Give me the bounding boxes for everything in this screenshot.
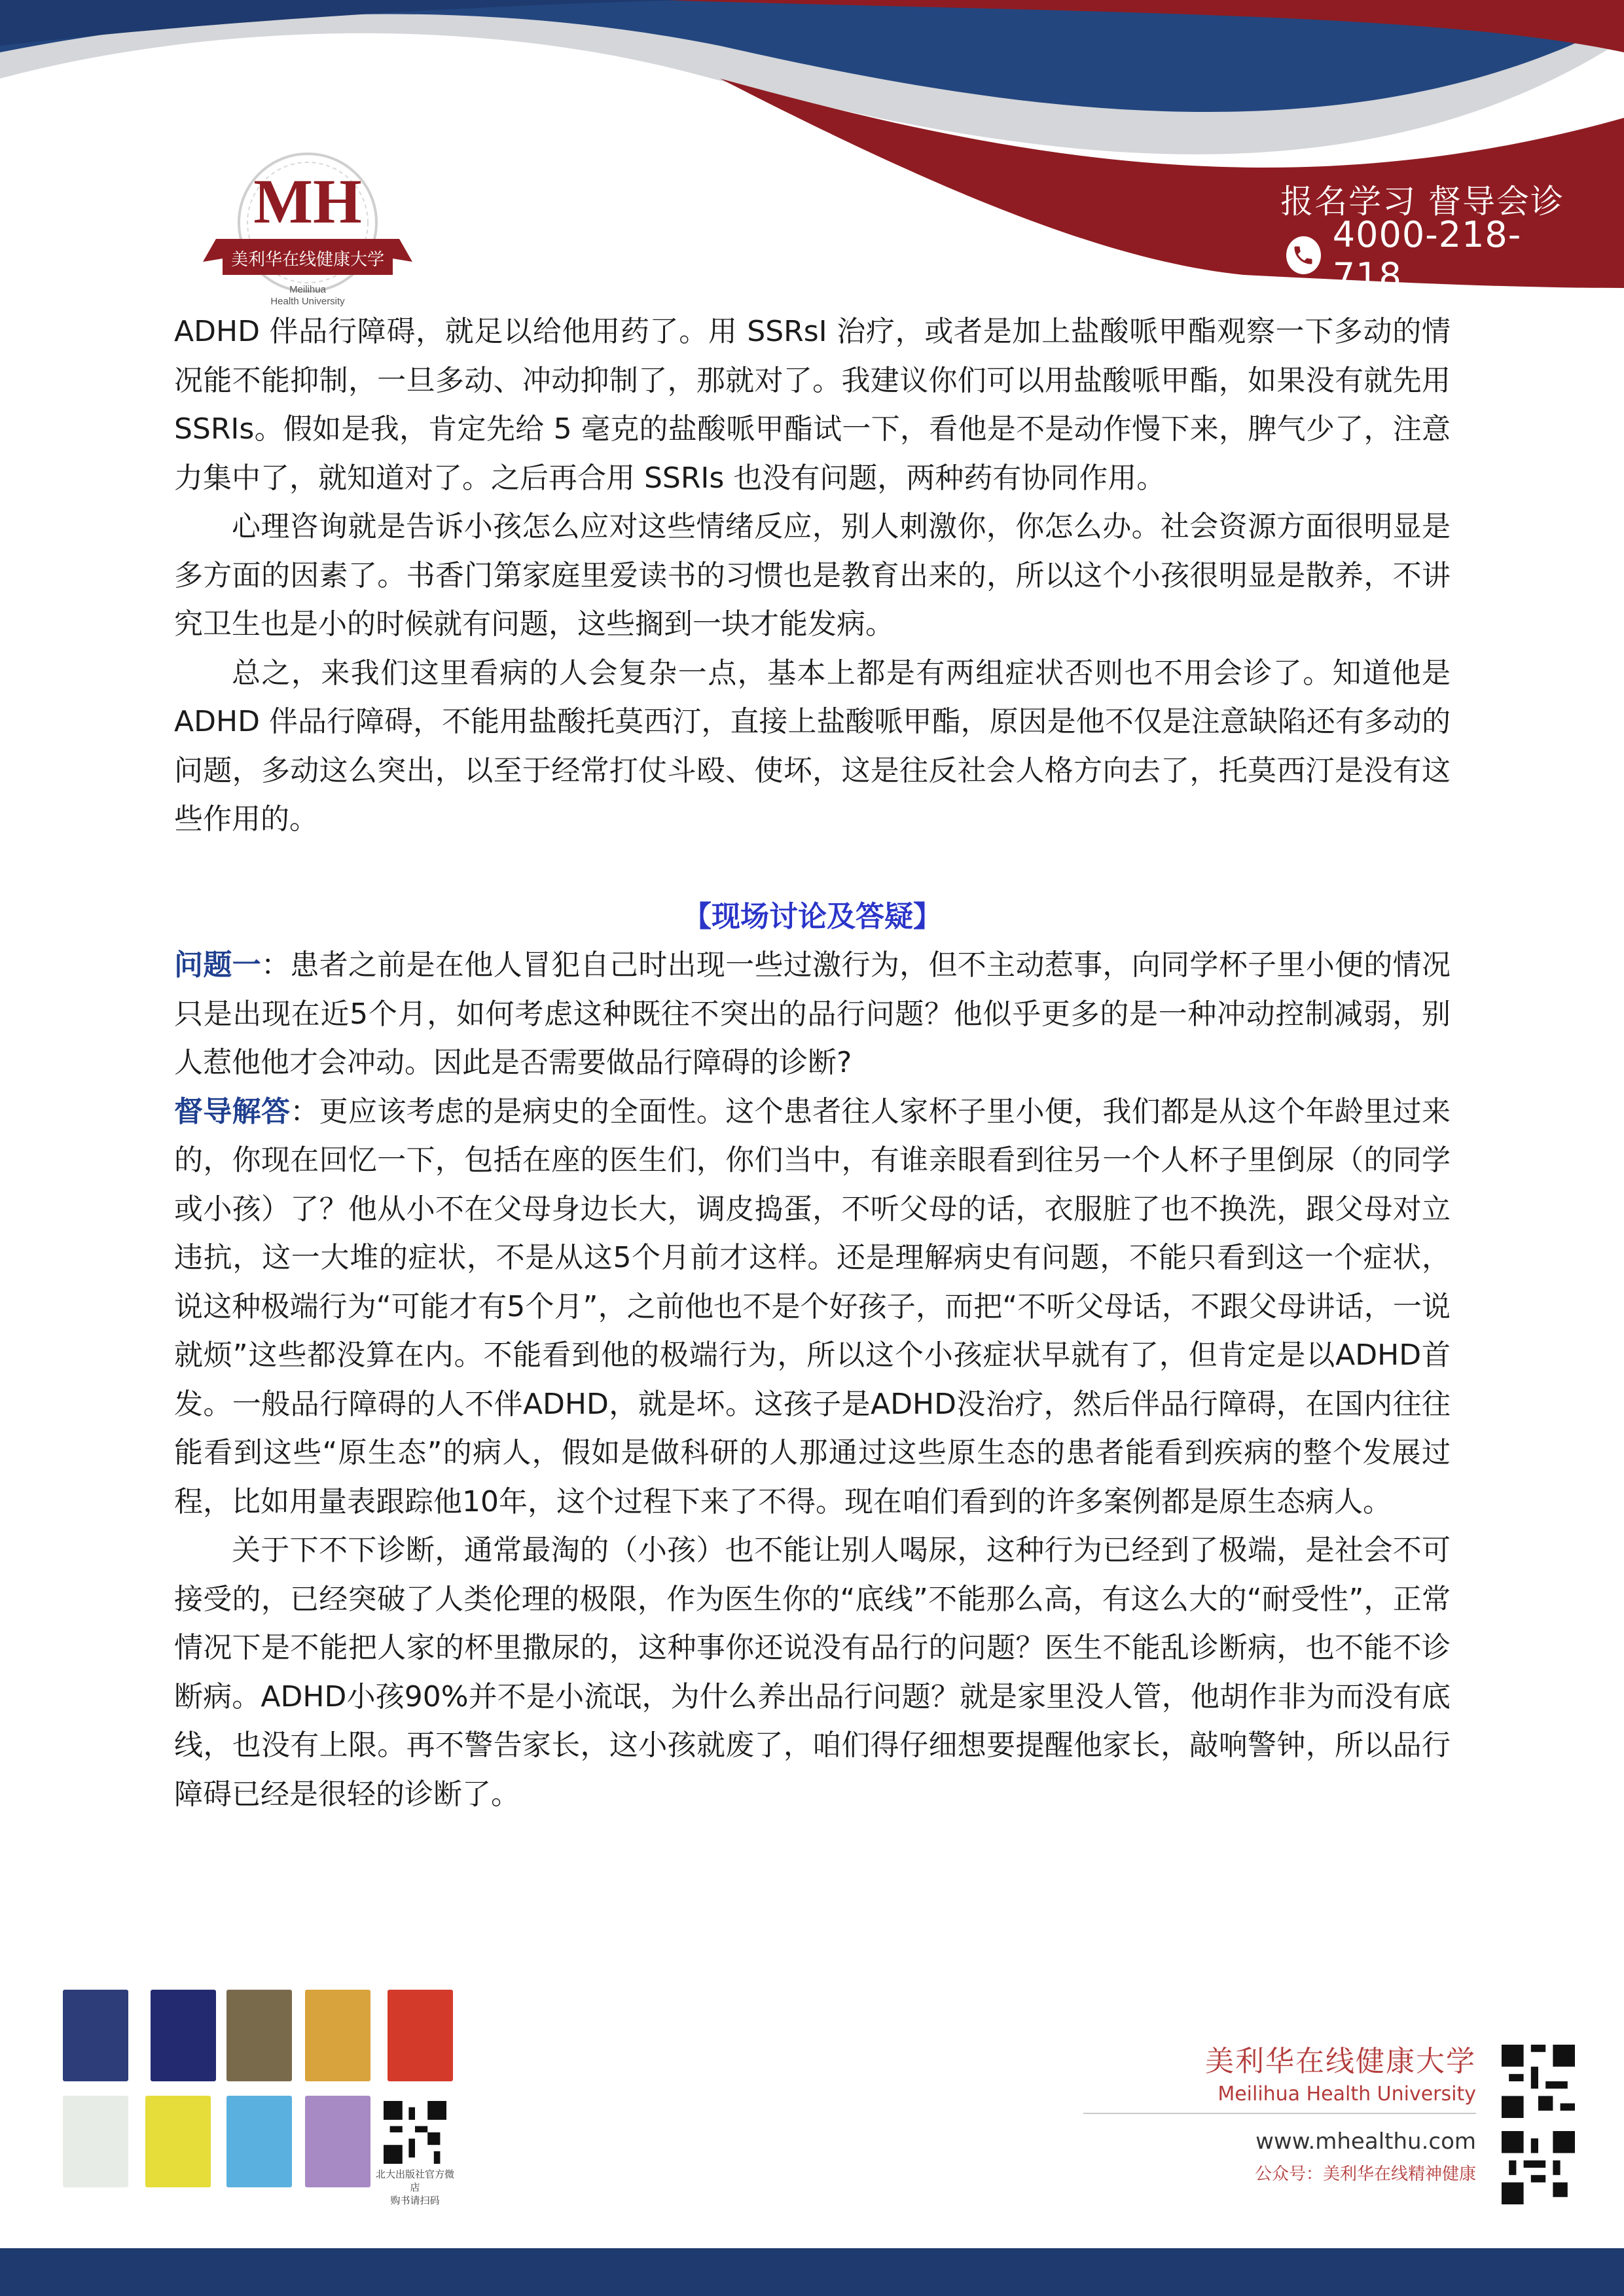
paragraph-4: 关于下不下诊断，通常最淘的（小孩）也不能让别人喝尿，这种行为已经到了极端，是社会不可接受的，已经突破了人类伦理的极限，作为医生你的“底线”不能那么高，有这么大的“耐受性”，正常情况下是不能把人家的杯里撒尿的，这种事你还说没有品行的问题？医生不能乱诊断病，也不能不诊断病。ADHD小孩90%并不是小流氓，为什么养出品行问题？就是家里没人管，他胡作非为而没有底线，也没有上限。再不警告家长，这小孩就废了，咱们得仔细想要提醒他家长，敲响警钟，所以品行障碍已经是很轻的诊断了。 — [174, 1534, 1451, 1811]
logo-en-text-2: Health University — [270, 296, 345, 307]
paragraph-2: 心理咨询就是告诉小孩怎么应对这些情绪反应，别人刺激你，你怎么办。社会资源方面很明显是多方面的因素了。书香门第家庭里爱读书的习惯也是教育出来的，所以这个小孩很明显是散养，不讲究卫生也是小的时候就有问题，这些搁到一块才能发病。 — [174, 510, 1451, 641]
qr-caption-line-2: 购书请扫码 — [390, 2195, 440, 2206]
book-cover — [226, 2096, 292, 2187]
qr-caption — [376, 2168, 454, 2207]
header-tagline: 报名学习 督导会诊 — [1280, 183, 1564, 221]
phone-icon — [1286, 236, 1321, 274]
book-covers — [63, 1990, 469, 2206]
qr-code-icon — [1502, 2045, 1575, 2118]
book-cover — [63, 2096, 128, 2187]
book-cover — [305, 2096, 370, 2187]
paragraph-1: ADHD 伴品行障碍，就足以给他用药了。用 SSRsI 治疗，或者是加上盐酸哌甲酯观察一下多动的情况能不能抑制，一旦多动、冲动抑制了，那就对了。我建议你们可以用盐酸哌甲酯，如果没有就先用 SSRIs。假如是我，肯定先给 5 毫克的盐酸哌甲酯试一下，看他是不是动作慢下来，脾气少了，注意力集中了，就知道对了。之后再合用 SSRIs 也没有问题，两种药有协同作用。 — [174, 315, 1451, 495]
qr-code-icon — [1502, 2131, 1575, 2204]
qr-caption-line-1: 北大出版社官方微店 — [376, 2168, 455, 2193]
website-link[interactable]: www.mhealthu.com — [1255, 2128, 1476, 2155]
answer-text: ：更应该考虑的是病史的全面性。这个患者往人家杯子里小便，我们都是从这个年龄里过来的，你现在回忆一下，包括在座的医生们，你们当中，有谁亲眼看到往另一个人杯子里倒尿（的同学或小孩）了？他从小不在父母身边长大，调皮捣蛋，不听父母的话，衣服脏了也不换洗，跟父母对立违抗，这一大堆的症状，不是从这5个月前才这样。还是理解病史有问题，不能只看到这一个症状，说这种极端行为“可能才有5个月”，之前他也不是个好孩子，而把“不听父母话，不跟父母讲话，一说就烦”这些都没算在内。不能看到他的极端行为，所以这个小孩症状早就有了，但肯定是以ADHD首发。一般品行障碍的人不伴ADHD，就是坏。这孩子是ADHD没治疗，然后伴品行障碍，在国内往往能看到这些“原生态”的病人，假如是做科研的人那通过这些原生态的患者能看到疾病的整个发展过程，比如用量表跟踪他10年，这个过程下来了不得。现在咱们看到的许多案例都是原生态病人。 — [174, 1094, 1451, 1518]
wechat-account: 公众号：美利华在线精神健康 — [1254, 2164, 1476, 2184]
section-title: 【现场讨论及答疑】 — [683, 899, 942, 933]
spacer — [174, 844, 1451, 893]
logo-cn-text: 美利华在线健康大学 — [230, 250, 385, 270]
mh-logo — [196, 147, 419, 314]
paragraph-3: 总之，来我们这里看病的人会复杂一点，基本上都是有两组症状否则也不用会诊了。知道他是 ADHD 伴品行障碍，不能用盐酸托莫西汀，直接上盐酸哌甲酯，原因是他不仅是注意缺陷还有多动的问题，多动这么突出，以至于经常打仗斗殴、使坏，这是往反社会人格方向去了，托莫西汀是没有这些作用的。 — [174, 656, 1451, 836]
question-1 — [174, 941, 1451, 1088]
book-cover — [388, 1990, 453, 2081]
book-cover — [226, 1990, 292, 2081]
header-phone — [1286, 214, 1568, 296]
book-cover — [151, 1990, 216, 2081]
footer-bar — [0, 2248, 1624, 2296]
logo-letters: MH — [253, 166, 362, 236]
answer-1 — [174, 1088, 1451, 1527]
university-cn-name: 美利华在线健康大学 — [1205, 2045, 1476, 2078]
question-label: 问题一 — [174, 948, 261, 982]
footer-university — [1083, 2043, 1476, 2187]
qr-code-icon — [384, 2101, 446, 2164]
book-cover — [63, 1990, 128, 2081]
book-cover — [145, 2096, 211, 2187]
question-text: ：患者之前是在他人冒犯自己时出现一些过激行为，但不主动惹事，向同学杯子里小便的情况只是出现在近5个月，如何考虑这种既往不突出的品行问题？他似乎更多的是一种冲动控制减弱，别人惹他他才会冲动。因此是否需要做品行障碍的诊断? — [174, 948, 1451, 1079]
logo-en-text-1: Meilihua — [289, 284, 326, 295]
phone-number: 4000-218-718 — [1332, 214, 1522, 296]
article-body — [174, 308, 1451, 1819]
book-cover — [305, 1990, 370, 2081]
answer-label: 督导解答 — [174, 1094, 291, 1128]
university-en-name: Meilihua Health University — [1083, 2080, 1476, 2114]
